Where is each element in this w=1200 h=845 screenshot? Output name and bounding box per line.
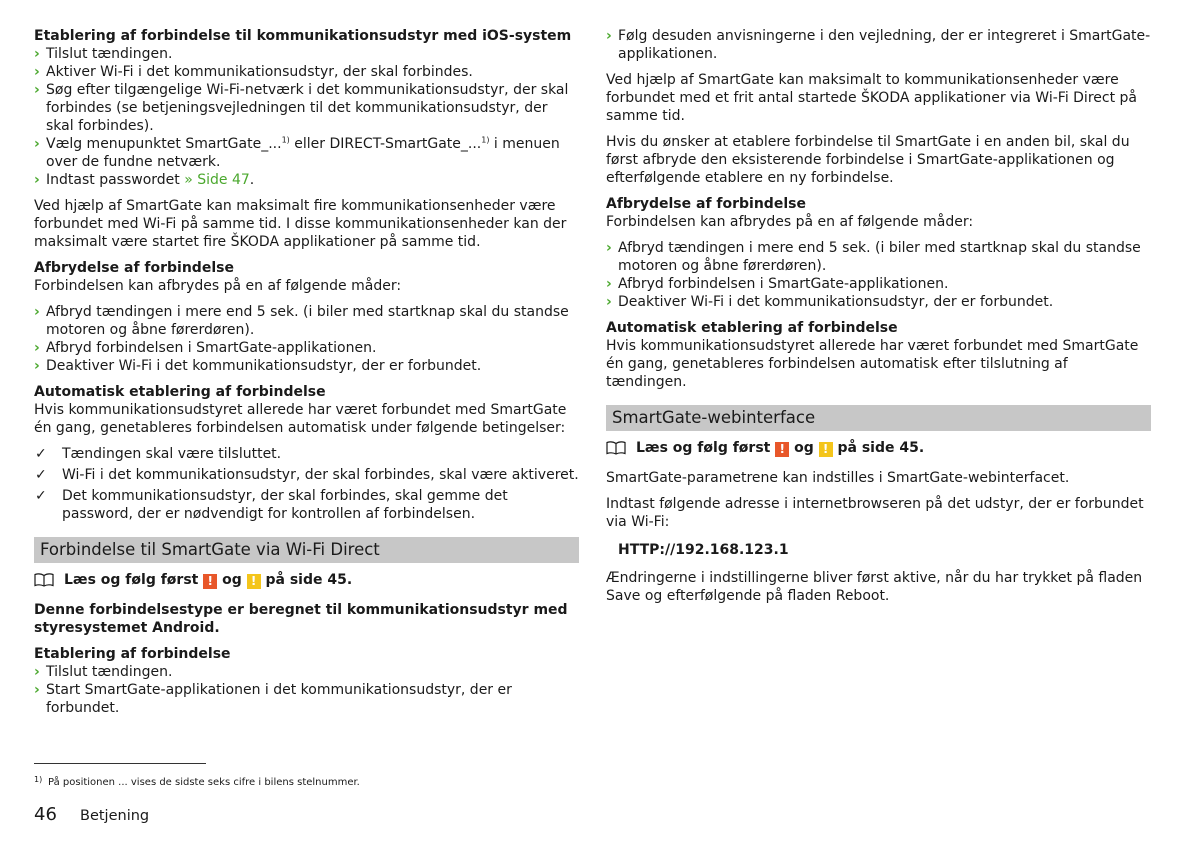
disconnect-steps — [606, 239, 1151, 311]
step-item: › Afbryd tændingen i mere end 5 sek. (i biler med startknap skal du standse motoren og åbne førerdøren). — [606, 240, 1141, 274]
arrow-icon: › — [34, 664, 40, 680]
warning-red-icon: ! — [203, 574, 217, 589]
web-address: HTTP://192.168.123.1 — [618, 542, 789, 558]
footer-section: Betjening — [80, 808, 150, 824]
book-icon — [606, 441, 626, 455]
page-link[interactable]: » Side 47 — [184, 172, 250, 188]
section-lead: Denne forbindelsestype er beregnet til kommunikationsudstyr med styresystemet Android. — [34, 602, 568, 636]
step-item: › Indtast passwordet » Side 47. — [34, 172, 255, 188]
arrow-icon: › — [606, 240, 612, 256]
warning-yellow-icon: ! — [247, 574, 261, 589]
arrow-icon: › — [606, 28, 612, 44]
establish-steps — [34, 663, 579, 717]
section-heading-webinterface: SmartGate-webinterface — [606, 405, 1151, 431]
paragraph: SmartGate-parametrene kan indstilles i SmartGate-webinterfacet. — [606, 470, 1070, 486]
arrow-icon: › — [34, 304, 40, 320]
establish-heading: Etablering af forbindelse — [34, 646, 231, 662]
page-number: 46 — [34, 804, 57, 825]
step-item: › Tilslut tændingen. — [34, 46, 173, 62]
disconnect-heading: Afbrydelse af forbindelse — [34, 260, 234, 276]
book-icon — [34, 573, 54, 587]
right-column — [606, 27, 1151, 605]
paragraph: Hvis du ønsker at etablere forbindelse til SmartGate i en anden bil, skal du først afbryde den eksisterende forbindelse i SmartGate-applikationen og efterfølgende etablere en ny forbindelse. — [606, 134, 1130, 186]
arrow-icon: › — [34, 172, 40, 188]
arrow-icon: › — [34, 682, 40, 698]
check-item: ✓ Tændingen skal være tilsluttet. — [35, 446, 282, 462]
arrow-icon: › — [34, 64, 40, 80]
paragraph: Indtast følgende adresse i internetbrowseren på det udstyr, der er forbundet via Wi-Fi: — [606, 496, 1144, 530]
step-item: › Afbryd tændingen i mere end 5 sek. (i biler med startknap skal du standse motoren og åbne førerdøren). — [34, 304, 569, 338]
condition-list — [34, 445, 579, 523]
paragraph: Ændringerne i indstillingerne bliver først aktive, når du har trykket på fladen Save og efterfølgende på fladen Reboot. — [606, 570, 1143, 604]
auto-intro: Hvis kommunikationsudstyret allerede har været forbundet med SmartGate én gang, genetableres forbindelsen automatisk under følgende betingelser: — [34, 402, 567, 436]
check-item: ✓ Wi-Fi i det kommunikationsudstyr, der skal forbindes, skal være aktiveret. — [35, 467, 579, 483]
disconnect-intro: Forbindelsen kan afbrydes på en af følgende måder: — [34, 278, 402, 294]
read-first-note: Læs og følg først ! og ! på side 45. — [34, 571, 579, 589]
step-item: › Deaktiver Wi-Fi i det kommunikationsudstyr, der er forbundet. — [34, 358, 482, 374]
step-item: › Vælg menupunktet SmartGate_...$^{1)}$ eller DIRECT-SmartGate_...$^{1)}$ i menuen over de fundne netværk. — [34, 135, 560, 170]
footnote: 1) På positionen ... vises de sidste seks cifre i bilens stelnummer. — [34, 775, 360, 788]
arrow-icon: › — [34, 82, 40, 98]
arrow-icon: › — [34, 358, 40, 374]
warning-yellow-icon: ! — [819, 442, 833, 457]
ios-heading: Etablering af forbindelse til kommunikationsudstyr med iOS-system — [34, 28, 572, 44]
step-item: › Følg desuden anvisningerne i den vejledning, der er integreret i SmartGate-applikationen. — [606, 28, 1151, 62]
step-item: › Afbryd forbindelsen i SmartGate-applikationen. — [34, 340, 377, 356]
paragraph: Ved hjælp af SmartGate kan maksimalt fire kommunikationsenheder være forbundet med Wi-Fi på samme tid. I disse kommunikationsenheder kan der maksimalt være startet fire ŠKODA applikationer på samme tid. — [34, 198, 567, 250]
check-icon: ✓ — [35, 446, 47, 462]
footnote-mark: 1) — [34, 775, 43, 784]
check-icon: ✓ — [35, 488, 47, 504]
left-column — [34, 27, 579, 725]
footnote-ref[interactable]: 1) — [481, 135, 490, 145]
warning-red-icon: ! — [775, 442, 789, 457]
step-item: › Tilslut tændingen. — [34, 664, 173, 680]
step-item: › Afbryd forbindelsen i SmartGate-applikationen. — [606, 276, 949, 292]
paragraph: Ved hjælp af SmartGate kan maksimalt to kommunikationsenheder være forbundet med et frit antal startede ŠKODA applikationer via Wi-Fi Direct på samme tid. — [606, 72, 1137, 124]
arrow-icon: › — [606, 276, 612, 292]
disconnect-heading: Afbrydelse af forbindelse — [606, 196, 806, 212]
disconnect-intro: Forbindelsen kan afbrydes på en af følgende måder: — [606, 214, 974, 230]
continued-steps — [606, 27, 1151, 63]
arrow-icon: › — [34, 340, 40, 356]
disconnect-steps — [34, 303, 579, 375]
auto-heading: Automatisk etablering af forbindelse — [34, 384, 326, 400]
auto-text: Hvis kommunikationsudstyret allerede har været forbundet med SmartGate én gang, genetableres forbindelsen automatisk efter tilslutning af tændingen. — [606, 338, 1139, 390]
footnote-ref[interactable]: 1) — [281, 135, 290, 145]
footnote-divider — [34, 763, 206, 764]
arrow-icon: › — [34, 136, 40, 152]
ios-steps — [34, 45, 579, 189]
section-heading-wifi-direct: Forbindelse til SmartGate via Wi-Fi Direct — [34, 537, 579, 563]
step-item: › Deaktiver Wi-Fi i det kommunikationsudstyr, der er forbundet. — [606, 294, 1054, 310]
step-item: › Søg efter tilgængelige Wi-Fi-netværk i det kommunikationsudstyr, der skal forbindes (se betjeningsvejledningen til det kommunikationsudstyr, der skal forbindes). — [34, 82, 569, 134]
arrow-icon: › — [34, 46, 40, 62]
read-first-note: Læs og følg først ! og ! på side 45. — [606, 439, 1151, 457]
arrow-icon: › — [606, 294, 612, 310]
auto-heading: Automatisk etablering af forbindelse — [606, 320, 898, 336]
check-item: ✓ Det kommunikationsudstyr, der skal forbindes, skal gemme det password, der er nødvendigt for kontrollen af forbindelsen. — [35, 488, 508, 522]
step-item: › Start SmartGate-applikationen i det kommunikationsudstyr, der er forbundet. — [34, 682, 512, 716]
check-icon: ✓ — [35, 467, 47, 483]
step-item: › Aktiver Wi-Fi i det kommunikationsudstyr, der skal forbindes. — [34, 64, 473, 80]
